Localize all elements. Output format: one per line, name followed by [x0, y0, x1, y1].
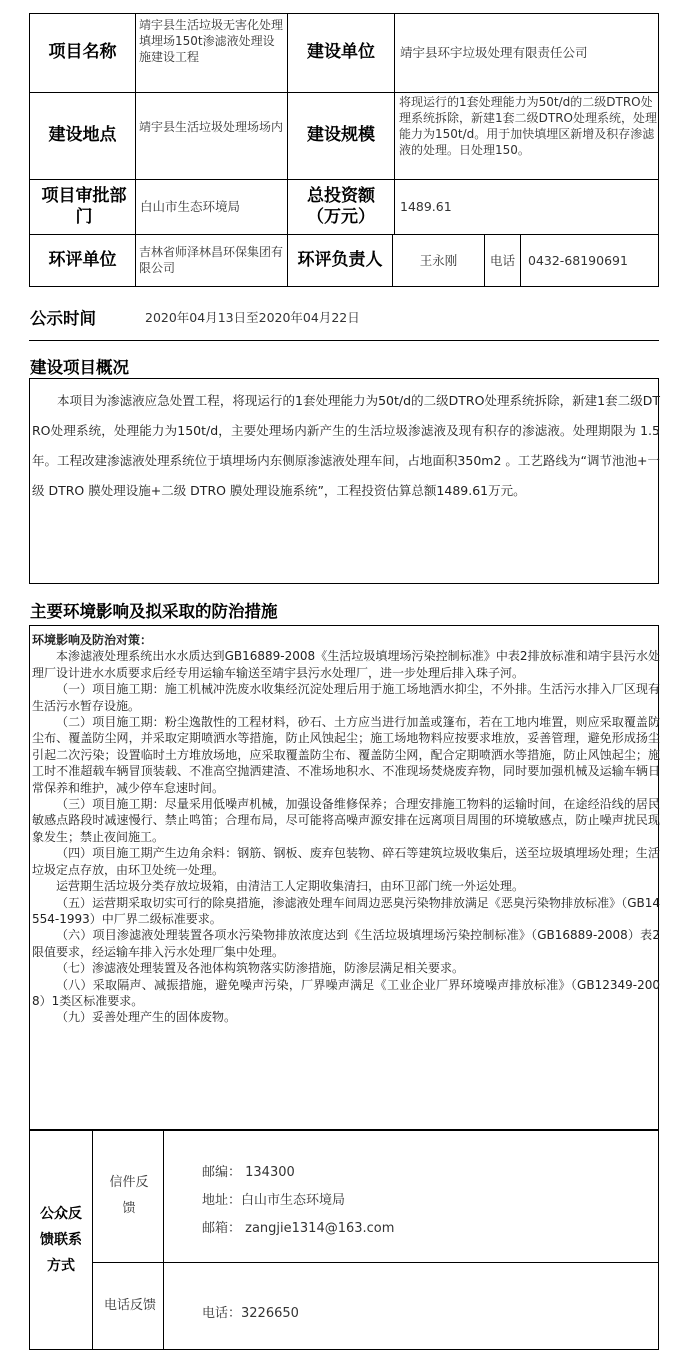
overview-text: 本项目为渗滤液应急处置工程，将现运行的1套处理能力为50t/d的二级DTRO处理系统拆除，新建1套二级DTRO处理系统，处理能力为150t/d，主要处理场内新产生的生活垃圾渗滤液及现有积存的渗滤液。处理期限为 1.5 年。工程改建渗滤液处理系统位于填埋场内东侧原渗滤液处理车间，占地面积350m2 。工艺路线为“调节池池+一级 DTRO 膜处理设施+二级 DTRO 膜处理设施系统”，工程投资估算总额1489.61万元。 [32, 393, 660, 498]
impact-paragraph: （八）采取隔声、减振措施，避免噪声污染，厂界噪声满足《工业企业厂界环境噪声排放标准》（GB12349-2008）1类区标准要求。 [32, 977, 660, 1008]
letter-feedback-label: 信件反馈 [109, 1175, 149, 1216]
publicity-time: 2020年04月13日至2020年04月22日 [145, 310, 360, 325]
col-divider [135, 13, 136, 287]
phone-label: 电话 [489, 252, 515, 268]
phone: 0432-68190691 [528, 252, 628, 268]
impact-paragraph: （六）项目渗滤液处理装置各项水污染物排放浓度达到《生活垃圾填埋场污染控制标准》（GB16889-2008）表2限值要求，经运输车排入污水处理厂集中处理。 [32, 928, 660, 959]
eia-unit: 吉林省师泽林昌环保集团有限公司 [139, 245, 284, 275]
impact-paragraph: （一）项目施工期：施工机械冲洗废水收集经沉淀处理后用于施工场地洒水抑尘，不外排。生活污水排入厂区现有生活污水暂存设施。 [32, 682, 660, 713]
impact-paragraph: 本渗滤液处理系统出水水质达到GB16889-2008《生活垃圾填埋场污染控制标准》中表2排放标准和靖宇县污水处理厂设计进水水质要求后经专用运输车输送至靖宇县污水处理厂，进一步处理后排入珠子河。 [32, 649, 660, 680]
impact-paragraph: （七）渗滤液处理装置及各池体构筑物落实防渗措施，防渗层满足相关要求。 [56, 961, 465, 976]
impact-paragraph: （二）项目施工期：粉尘逸散性的工程材料，砂石、土方应当进行加盖或篷布，若在工地内堆置，则应采取覆盖防尘布、覆盖防尘网，并采取定期喷洒水等措施，防止风蚀起尘；施工场地物料应按要求堆放，妥善管理，避免形成扬尘引起二次污染；设置临时土方堆放场地，应采取覆盖防尘布、覆盖防尘网，配合定期喷洒水等措施，防止风蚀起尘；施工时不准超载车辆冒顶装载、不准高空抛洒建渣、不准场地积水、不准现场焚烧废弃物，同时要加强机械及运输车辆日常保养和维护，减少停车怠速时间。 [32, 715, 660, 795]
col-divider [163, 1130, 164, 1350]
impact-paragraph: （五）运营期采取切实可行的除臭措施，渗滤液处理车间周边恶臭污染物排放满足《恶臭污染物排放标准》（GB14554-1993）中厂界二级标准要求。 [32, 895, 660, 926]
impact-text [32, 632, 660, 1026]
impact-paragraph: （三）项目施工期：尽量采用低噪声机械，加强设备维修保养；合理安排施工物料的运输时间，在途经沿线的居民敏感点路段时减速慢行、禁止鸣笛；合理布局，尽可能将高噪声源安排在远离项目周围的环境敏感点，防止噪声扰民现象发生；禁止夜间施工。 [32, 797, 660, 844]
overview-heading: 建设项目概况 [30, 358, 129, 377]
col-divider [520, 234, 521, 287]
investment-label: 总投资额（万元） [307, 185, 375, 227]
email: 邮箱： zangjie1314@163.com [202, 1221, 395, 1236]
publicity-label: 公示时间 [30, 309, 96, 328]
project-name-label: 项目名称 [48, 42, 117, 62]
postcode: 邮编： 134300 [202, 1165, 295, 1180]
feedback-label: 公众反馈联系方式 [40, 1206, 82, 1274]
eia-unit-label: 环评单位 [48, 250, 117, 270]
col-divider [394, 13, 395, 234]
impact-paragraph: （九）妥善处理产生的固体废物。 [56, 1010, 237, 1025]
impact-subheading: 环境影响及防治对策： [32, 633, 153, 647]
location: 靖宇县生活垃圾处理场场内 [139, 120, 284, 134]
row-divider [92, 1262, 659, 1263]
investment: 1489.61 [400, 198, 452, 214]
section-divider [29, 340, 659, 341]
col-divider [92, 1130, 93, 1350]
location-label: 建设地点 [48, 125, 117, 145]
project-name: 靖宇县生活垃圾无害化处理填埋场150t渗滤液处理设施建设工程 [139, 18, 284, 64]
scale-label: 建设规模 [307, 125, 375, 145]
impact-paragraph: （四）项目施工期产生边角余料：钢筋、钢板、废弃包装物、碎石等建筑垃圾收集后，送至垃圾填埋场处理；生活垃圾定点存放，由环卫处统一处理。 [32, 846, 660, 877]
scale: 将现运行的1套处理能力为50t/d的二级DTRO处理系统拆除，新建1套二级DTRO处理系统，处理能力为150t/d。用于加快填埋区新增及积存渗滤液的处理。日处理150。 [399, 95, 657, 157]
phone-feedback-label: 电话反馈 [104, 1298, 157, 1313]
approval: 白山市生态环境局 [140, 198, 241, 214]
feedback-phone: 电话：3226650 [202, 1306, 299, 1321]
builder: 靖宇县环宇垃圾处理有限责任公司 [400, 44, 588, 60]
approval-label: 项目审批部门 [41, 185, 127, 227]
eia-person-label: 环评负责人 [297, 250, 383, 270]
address: 地址：白山市生态环境局 [202, 1193, 346, 1208]
builder-label: 建设单位 [307, 42, 375, 62]
impact-heading: 主要环境影响及拟采取的防治措施 [30, 602, 278, 621]
impact-paragraph: 运营期生活垃圾分类存放垃圾箱，由清洁工人定期收集清扫，由环卫部门统一外运处理。 [56, 879, 525, 894]
eia-person: 王永刚 [419, 252, 458, 268]
